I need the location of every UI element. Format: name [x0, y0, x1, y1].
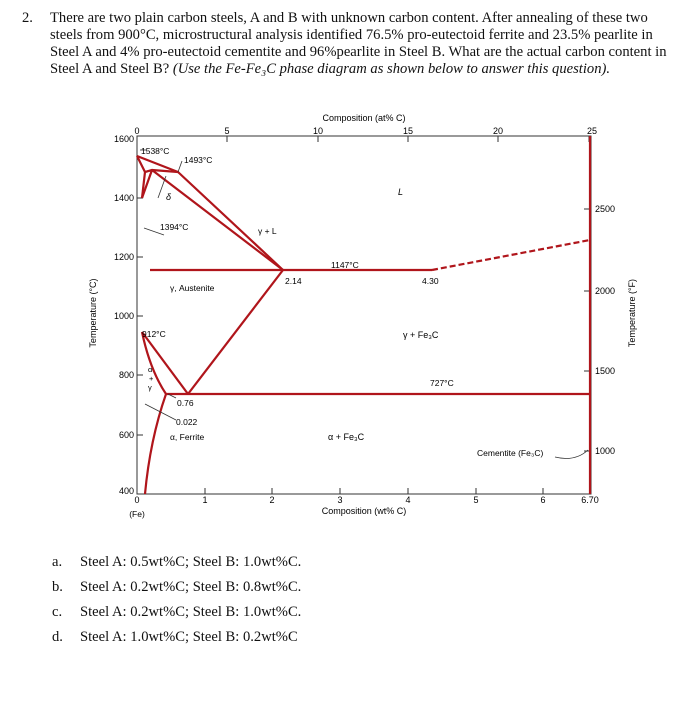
top-tick-label: 20 — [492, 126, 504, 136]
label-1394: 1394°C — [160, 222, 189, 232]
bottom-tick-label: 3 — [337, 495, 343, 505]
right-tick-label: 2500 — [595, 204, 616, 214]
label-912: 912°C — [142, 329, 166, 339]
top-ticks — [137, 136, 589, 142]
label-1538: 1538°C — [141, 146, 170, 156]
option-text: Steel A: 1.0wt%C; Steel B: 0.2wt%C — [80, 629, 298, 645]
right-tick-label: 1000 — [595, 446, 616, 456]
label-gamma-small: γ — [148, 383, 152, 392]
label-430: 4.30 — [422, 276, 439, 286]
question-number: 2. — [22, 10, 33, 26]
label-plus-small: + — [149, 374, 154, 383]
bottom-axis-title: Composition (wt% C) — [321, 506, 407, 516]
label-liquid: L — [398, 187, 404, 197]
label-alpha-fe3c: α + Fe₃C — [328, 432, 365, 442]
bottom-tick-label: 1 — [202, 495, 208, 505]
right-axis-title: Temperature (°F) — [627, 278, 637, 348]
top-tick-label: 15 — [402, 126, 414, 136]
bottom-tick-label: 6.70 — [581, 495, 599, 505]
label-727: 727°C — [430, 378, 454, 388]
label-gamma-l: γ + L — [258, 226, 277, 236]
top-tick-label: 25 — [586, 126, 598, 136]
top-tick-label: 0 — [134, 126, 140, 136]
label-0022: 0.022 — [176, 417, 198, 427]
bottom-tick-label: 5 — [473, 495, 479, 505]
option-letter: d. — [52, 629, 63, 645]
left-tick-label: 1400 — [113, 193, 134, 203]
label-1147: 1147°C — [331, 260, 359, 270]
leader-lines — [140, 150, 588, 458]
top-tick-label: 5 — [224, 126, 230, 136]
bottom-tick-label: 6 — [540, 495, 546, 505]
left-tick-label: 1200 — [113, 252, 134, 262]
label-076: 0.76 — [177, 398, 194, 408]
label-214: 2.14 — [285, 276, 302, 286]
solidus-austenite — [145, 170, 283, 270]
bottom-tick-label: 2 — [269, 495, 275, 505]
bottom-tick-label: 0 — [134, 495, 140, 505]
left-tick-label: 1600 — [113, 134, 134, 144]
left-tick-label: 800 — [118, 370, 134, 380]
option-text: Steel A: 0.2wt%C; Steel B: 1.0wt%C. — [80, 604, 302, 620]
label-gamma-fe3c: γ + Fe₃C — [403, 330, 439, 340]
option-text: Steel A: 0.5wt%C; Steel B: 1.0wt%C. — [80, 554, 302, 570]
option-letter: b. — [52, 579, 63, 595]
right-tick-label: 1500 — [595, 366, 616, 376]
option-letter: c. — [52, 604, 63, 620]
bottom-sub-label: (Fe) — [129, 509, 145, 519]
label-delta: δ — [166, 192, 172, 202]
top-tick-label: 10 — [312, 126, 324, 136]
option-letter: a. — [52, 554, 63, 570]
left-tick-label: 600 — [118, 430, 134, 440]
question-body: There are two plain carbon steels, A and B with unknown carbon content. After annealing of these two steels from 900°C, microstructural analysis identified 76.5% pro-eutectoid ferrite and 23.5% pearlite in Steel A and 4% pro-eutectoid cementite and 96%pearlite in Steel B. What are the actual carbon content in Steel A and Steel B? — [50, 10, 667, 77]
label-ferrite: α, Ferrite — [170, 432, 205, 442]
left-tick-label: 400 — [118, 486, 134, 496]
bottom-ticks — [205, 488, 543, 494]
liquidus-right — [432, 240, 590, 270]
top-axis-title: Composition (at% C) — [322, 113, 406, 123]
left-axis-title: Temperature (°C) — [88, 278, 98, 348]
label-cementite: Cementite (Fe₃C) — [477, 448, 544, 458]
bottom-tick-label: 4 — [405, 495, 411, 505]
label-1493: 1493°C — [184, 155, 213, 165]
left-ticks — [137, 198, 143, 435]
label-austenite: γ, Austenite — [170, 283, 215, 293]
question-instruction: (Use the Fe-Fe₃C phase diagram as shown below to answer this question). — [172, 61, 611, 77]
right-tick-label: 2000 — [595, 286, 616, 296]
left-tick-label: 1000 — [113, 311, 134, 321]
option-text: Steel A: 0.2wt%C; Steel B: 0.8wt%C. — [80, 579, 302, 595]
label-alpha-small: α — [148, 365, 153, 374]
